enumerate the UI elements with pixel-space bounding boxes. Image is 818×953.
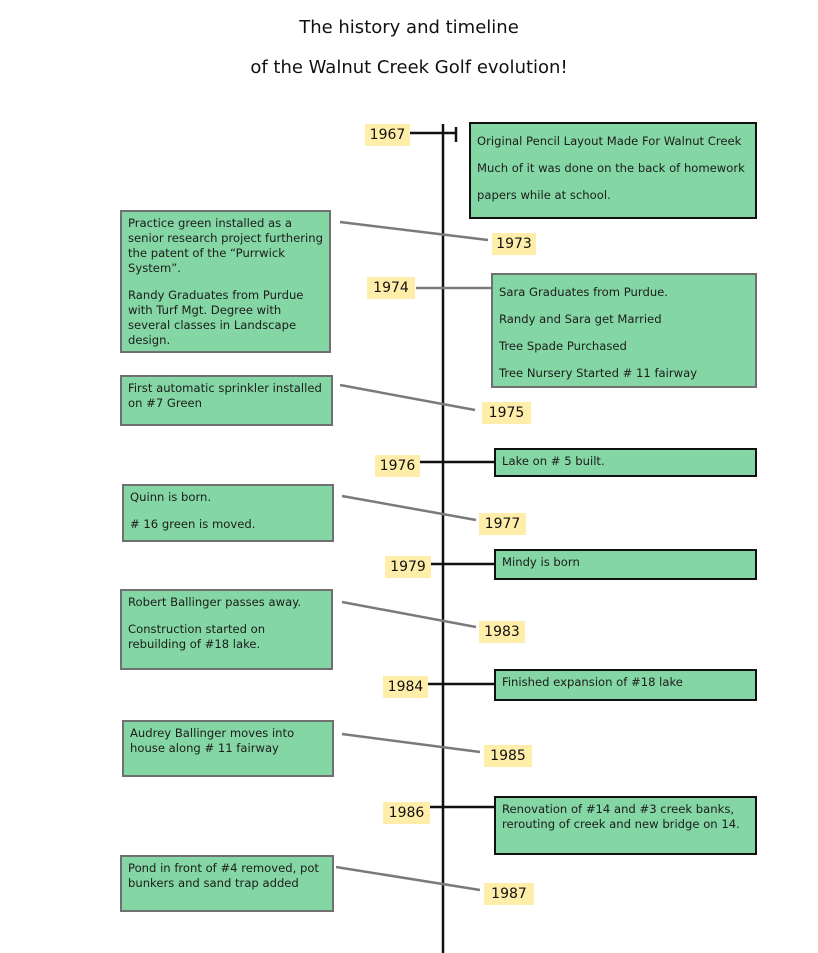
event-text: papers while at school. xyxy=(477,188,611,202)
event-box-1984 xyxy=(494,669,757,701)
event-box-1974 xyxy=(491,273,757,388)
title-line-1: The history and timeline xyxy=(299,17,519,38)
connector-1975 xyxy=(340,385,475,410)
event-box-1986 xyxy=(494,796,757,855)
event-text: Pond in front of #4 removed, pot bunkers and sand trap added xyxy=(128,861,319,890)
event-box-1979 xyxy=(494,549,757,580)
event-box-1976 xyxy=(494,448,757,477)
event-box-1967 xyxy=(469,122,757,219)
year-label-1975: 1975 xyxy=(482,402,531,424)
event-box-1973 xyxy=(120,210,331,353)
connector-1973 xyxy=(340,222,488,240)
connector-1985 xyxy=(342,734,480,752)
event-box-1983 xyxy=(120,589,333,670)
event-text: Randy Graduates from Purdue with Turf Mgt. Degree with several classes in Landscape design. xyxy=(128,288,304,347)
event-text: Tree Spade Purchased xyxy=(499,339,627,353)
title-line-2: of the Walnut Creek Golf evolution! xyxy=(250,57,568,78)
event-text: Practice green installed as a senior research project furthering the patent of the “Purrwick System”. xyxy=(128,216,323,275)
event-text: Much of it was done on the back of homework xyxy=(477,161,745,175)
connector-1987 xyxy=(336,867,480,890)
event-text: First automatic sprinkler installed on #7 Green xyxy=(128,381,322,410)
connector-1983 xyxy=(342,602,476,627)
event-text: Original Pencil Layout Made For Walnut Creek xyxy=(477,134,742,148)
year-label-1977: 1977 xyxy=(479,513,526,535)
event-text: Quinn is born. xyxy=(130,490,212,504)
event-text: Robert Ballinger passes away. xyxy=(128,595,302,609)
year-label-1974: 1974 xyxy=(367,277,415,299)
connector-1977 xyxy=(342,496,476,520)
event-box-1987 xyxy=(120,855,334,912)
year-label-1979: 1979 xyxy=(385,556,431,578)
year-label-1983: 1983 xyxy=(479,621,525,643)
event-text: Sara Graduates from Purdue. xyxy=(499,285,668,299)
year-label-1985: 1985 xyxy=(484,745,532,767)
event-text: Renovation of #14 and #3 creek banks, rerouting of creek and new bridge on 14. xyxy=(502,802,740,831)
event-text: Construction started on rebuilding of #18 lake. xyxy=(128,622,266,651)
event-text: Randy and Sara get Married xyxy=(499,312,662,326)
year-label-1987: 1987 xyxy=(484,883,534,905)
event-text: Audrey Ballinger moves into house along # 11 fairway xyxy=(130,726,295,755)
event-text: Tree Nursery Started # 11 fairway xyxy=(499,366,698,380)
event-text: Finished expansion of #18 lake xyxy=(502,675,683,689)
event-text: Lake on # 5 built. xyxy=(502,454,605,468)
year-label-1973: 1973 xyxy=(492,233,536,255)
year-label-1986: 1986 xyxy=(383,802,430,824)
year-label-1967: 1967 xyxy=(365,124,410,146)
year-label-1976: 1976 xyxy=(375,455,420,477)
year-label-1984: 1984 xyxy=(383,676,428,698)
event-box-1975 xyxy=(120,375,333,426)
event-text: Mindy is born xyxy=(502,555,580,569)
event-box-1977 xyxy=(122,484,334,542)
event-box-1985 xyxy=(122,720,334,777)
event-text: # 16 green is moved. xyxy=(130,517,256,531)
